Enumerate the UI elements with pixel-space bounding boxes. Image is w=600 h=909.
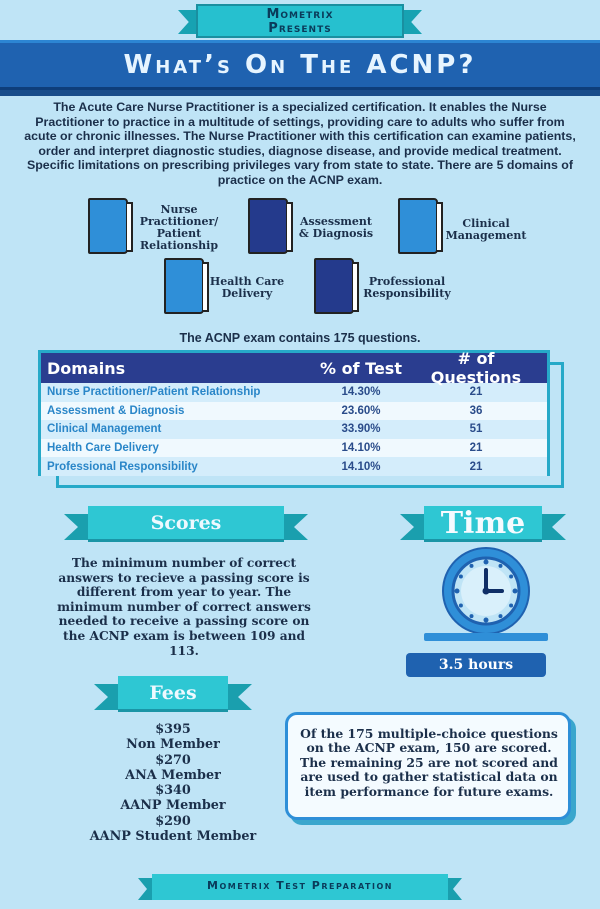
page-title: What’s On The ACNP?: [123, 50, 477, 80]
fees-heading: Fees: [118, 676, 228, 712]
time-heading: Time: [424, 506, 542, 542]
brand-ribbon-face: [196, 4, 404, 38]
column-header-domains: Domains: [47, 358, 126, 378]
intro-paragraph: The Acute Care Nurse Practitioner is a specialized certification. It enables the Nurse Practitioner to practice in a multitude of settings, providing care to adults who suffer from acute or chronic illnesses. The Nurse Practitioner with this certification can examine patients, order and interpret diagnostic studies, diagnose disease, and provide medical treatment. Specific limitations on prescribing privileges vary from state to state. There are 5 domains of practice on the ACNP exam.: [24, 100, 576, 187]
title-shadow: [0, 90, 600, 96]
column-header-questions: # of Questions: [430, 349, 522, 387]
cell-percent: 14.30%: [341, 386, 381, 399]
time-value: 3.5 hours: [406, 653, 546, 677]
cell-questions: 21: [469, 442, 483, 455]
cell-percent: 14.10%: [341, 460, 381, 473]
book-icon: [88, 198, 128, 254]
scores-ribbon: [88, 506, 284, 542]
column-header-percent: % of Test: [320, 358, 402, 378]
book-icon: [314, 258, 354, 314]
book-icon: [164, 258, 204, 314]
cell-domain: Health Care Delivery: [47, 442, 159, 455]
cell-questions: 21: [469, 386, 483, 399]
fees-list: [88, 722, 258, 844]
domains-table: [38, 350, 550, 476]
fee-amount: $290: [155, 813, 191, 829]
footer-ribbon: [152, 874, 448, 900]
table-row: [41, 420, 547, 439]
fee-amount: $340: [155, 783, 191, 799]
scores-heading: Scores: [88, 506, 284, 542]
domain-label-professional: Professional Responsibility: [363, 275, 451, 300]
exam-count: The ACNP exam contains 175 questions.: [179, 331, 421, 345]
footer-text: Mometrix Test Preparation: [152, 874, 448, 900]
table-body: [41, 383, 547, 476]
cell-percent: 23.60%: [341, 404, 381, 417]
fees-ribbon: [118, 676, 228, 712]
brand-ribbon: [196, 4, 404, 38]
table-row: [41, 402, 547, 421]
brand-name: Mometrix: [266, 7, 334, 22]
cell-percent: 14.10%: [341, 442, 381, 455]
scores-text: The minimum number of correct answers to recieve a passing score is different from year to year. The minimum number of correct answers needed to receive a passing score on the ACNP exam is between 109 and 113.: [57, 556, 311, 658]
domain-label-clinical: Clinical Management: [445, 217, 527, 242]
cell-domain: Clinical Management: [47, 423, 162, 436]
cell-domain: Assessment & Diagnosis: [47, 404, 185, 417]
table-row: [41, 439, 547, 458]
domain-label-npr: Nurse Practitioner/ Patient Relationship: [139, 203, 219, 252]
fee-label: Non Member: [126, 737, 220, 753]
fee-label: AANP Student Member: [89, 829, 257, 845]
cell-percent: 33.90%: [341, 423, 381, 436]
cell-questions: 51: [469, 423, 483, 436]
table-row: [41, 457, 547, 476]
cell-domain: Nurse Practitioner/Patient Relationship: [47, 386, 261, 399]
fee-label: ANA Member: [125, 767, 221, 783]
scoring-info-text: Of the 175 multiple-choice questions on the ACNP exam, 150 are scored. The remaining 25 are not scored and are used to gather statistical data on item performance for future exams.: [300, 726, 558, 799]
cell-domain: Professional Responsibility: [47, 460, 198, 473]
domain-label-health-care: Health Care Delivery: [209, 275, 285, 300]
clock-base: [424, 633, 548, 641]
clock-icon: [432, 546, 540, 636]
fee-amount: $395: [155, 722, 191, 737]
cell-questions: 36: [469, 404, 483, 417]
scoring-info-box: [285, 712, 571, 820]
brand-presents: Presents: [268, 21, 332, 36]
title-band: [0, 40, 600, 90]
cell-questions: 21: [469, 460, 483, 473]
fee-label: AANP Member: [120, 798, 226, 814]
time-ribbon: [424, 506, 542, 542]
table-header: [41, 349, 547, 387]
table-row: [41, 383, 547, 402]
domain-label-assessment: Assessment & Diagnosis: [298, 215, 374, 240]
book-icon: [248, 198, 288, 254]
fee-amount: $270: [155, 752, 191, 768]
book-icon: [398, 198, 438, 254]
